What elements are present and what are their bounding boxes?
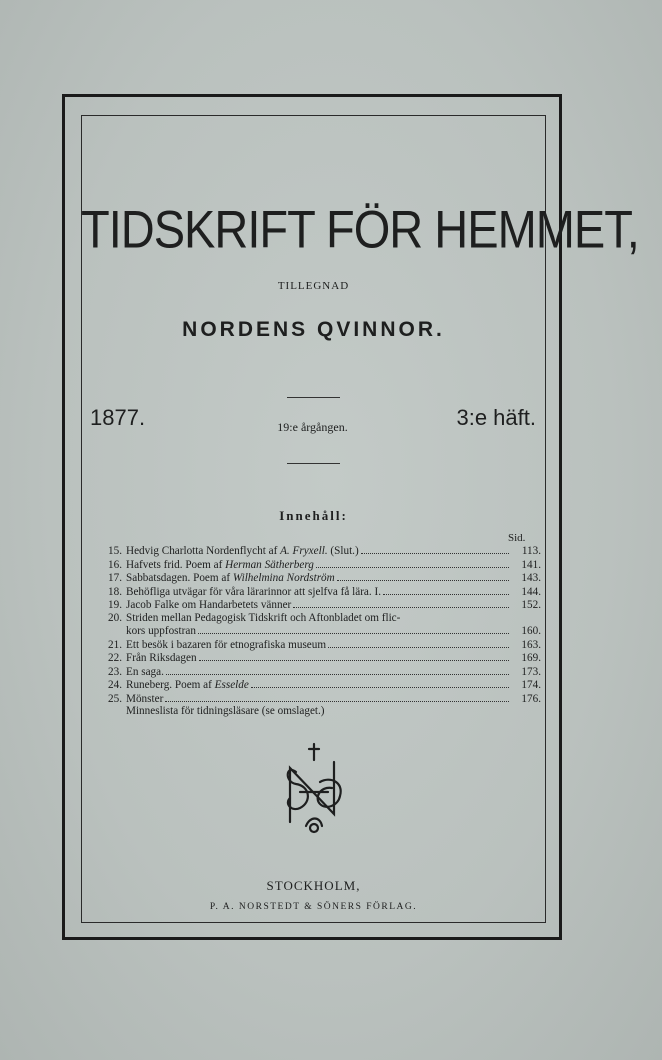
toc-number: 20.	[108, 611, 122, 624]
toc-page-number: 173.	[521, 665, 541, 678]
divider-rule	[287, 397, 340, 398]
toc-title: Jacob Falke om Handarbetets vänner	[126, 599, 292, 611]
toc-title: Hedvig Charlotta Nordenflycht af	[126, 545, 281, 557]
toc-entry-text	[126, 572, 335, 585]
table-of-contents	[86, 544, 541, 718]
leader-dots	[337, 571, 509, 581]
toc-row	[86, 558, 541, 572]
toc-entry-text	[126, 586, 381, 599]
issue-label: 3:e häft.	[456, 405, 536, 430]
toc-entry-text	[126, 693, 163, 706]
journal-title: TIDSKRIFT FÖR HEMMET,	[81, 199, 639, 259]
toc-number: 17.	[108, 572, 122, 584]
toc-number: 25.	[108, 692, 122, 705]
toc-title: Ett besök i bazaren för etnografiska museum	[126, 638, 327, 651]
leader-dots	[361, 544, 509, 554]
toc-title: En saga.	[126, 665, 164, 678]
leader-dots	[199, 651, 509, 661]
toc-row-continuation	[86, 624, 541, 638]
publisher-monogram-icon	[276, 742, 352, 834]
toc-number: 18.	[108, 585, 122, 598]
toc-number: 15.	[108, 545, 122, 557]
toc-title: Sabbatsdagen. Poem af	[126, 572, 233, 584]
imprint-publisher: P. A. NORSTEDT & SÖNERS FÖRLAG.	[209, 902, 418, 912]
leader-dots	[251, 678, 509, 688]
leader-dots	[293, 598, 509, 608]
toc-page-number: 144.	[521, 585, 541, 598]
toc-number: 21.	[108, 638, 122, 651]
toc-author: A. Fryxell.	[280, 545, 328, 557]
journal-subtitle: NORDENS QVINNOR.	[182, 318, 445, 341]
leader-dots	[328, 638, 509, 648]
volume-label: 19:e årgången.	[277, 420, 348, 434]
page-column-label: Sid.	[508, 532, 526, 544]
toc-row	[86, 692, 541, 706]
toc-entry-text	[126, 639, 326, 652]
leader-dots	[383, 585, 509, 595]
toc-number: 23.	[108, 665, 122, 678]
toc-entry-text: kors uppfostran	[126, 625, 196, 637]
toc-entry-text	[126, 652, 197, 665]
toc-title: Mönster	[126, 692, 164, 705]
toc-number: 24.	[108, 679, 122, 691]
toc-entry-text	[126, 559, 314, 572]
toc-entry-text	[126, 679, 249, 692]
toc-row	[86, 612, 541, 625]
leader-dots	[166, 665, 509, 675]
leader-dots	[316, 558, 509, 568]
toc-page-number: 152.	[521, 599, 541, 611]
toc-page-number: 169.	[521, 652, 541, 664]
toc-row	[86, 598, 541, 612]
toc-page-number: 174.	[521, 679, 541, 691]
toc-row	[86, 665, 541, 679]
toc-title: Runeberg. Poem af	[126, 679, 215, 691]
toc-page-number: 141.	[521, 558, 541, 571]
dedication-label: TILLEGNAD	[277, 280, 350, 292]
toc-entry-text	[126, 612, 400, 625]
toc-row	[86, 544, 541, 558]
toc-author: Wilhelmina Nordström	[232, 572, 335, 584]
toc-row	[86, 678, 541, 692]
toc-row	[86, 585, 541, 599]
toc-entry-text	[126, 545, 359, 558]
toc-page-number: 143.	[521, 572, 541, 584]
toc-title: Behöfliga utvägar för våra lärarinnor att sjelfva få lära. I.	[126, 585, 382, 598]
leader-dots	[198, 624, 509, 634]
toc-row	[86, 638, 541, 652]
toc-number: 22.	[108, 652, 122, 664]
toc-row	[86, 651, 541, 665]
toc-page-number: 163.	[521, 638, 541, 651]
toc-title: Från Riksdagen	[126, 652, 197, 664]
toc-after: (Slut.)	[327, 545, 359, 557]
toc-page-number: 160.	[521, 625, 541, 637]
divider-rule	[287, 463, 340, 464]
toc-page-number: 113.	[521, 545, 541, 557]
toc-title: Striden mellan Pedagogisk Tidskrift och Aftonbladet om flic-	[126, 611, 401, 624]
leader-dots	[165, 692, 509, 702]
toc-page-number: 176.	[521, 692, 541, 705]
imprint-city: STOCKHOLM,	[266, 878, 361, 893]
toc-author: Herman Sätherberg	[225, 558, 314, 571]
toc-number: 19.	[108, 599, 122, 611]
toc-title: Hafvets frid. Poem af	[126, 558, 226, 571]
toc-footer-note: Minneslista för tidningsläsare (se omslaget.)	[126, 705, 325, 717]
toc-entry-text	[126, 666, 164, 679]
toc-author: Esselde	[214, 679, 249, 691]
contents-heading: Innehåll:	[279, 508, 348, 523]
toc-number: 16.	[108, 558, 122, 571]
toc-entry-text	[126, 599, 291, 612]
toc-row	[86, 571, 541, 585]
publication-year: 1877.	[90, 405, 146, 430]
